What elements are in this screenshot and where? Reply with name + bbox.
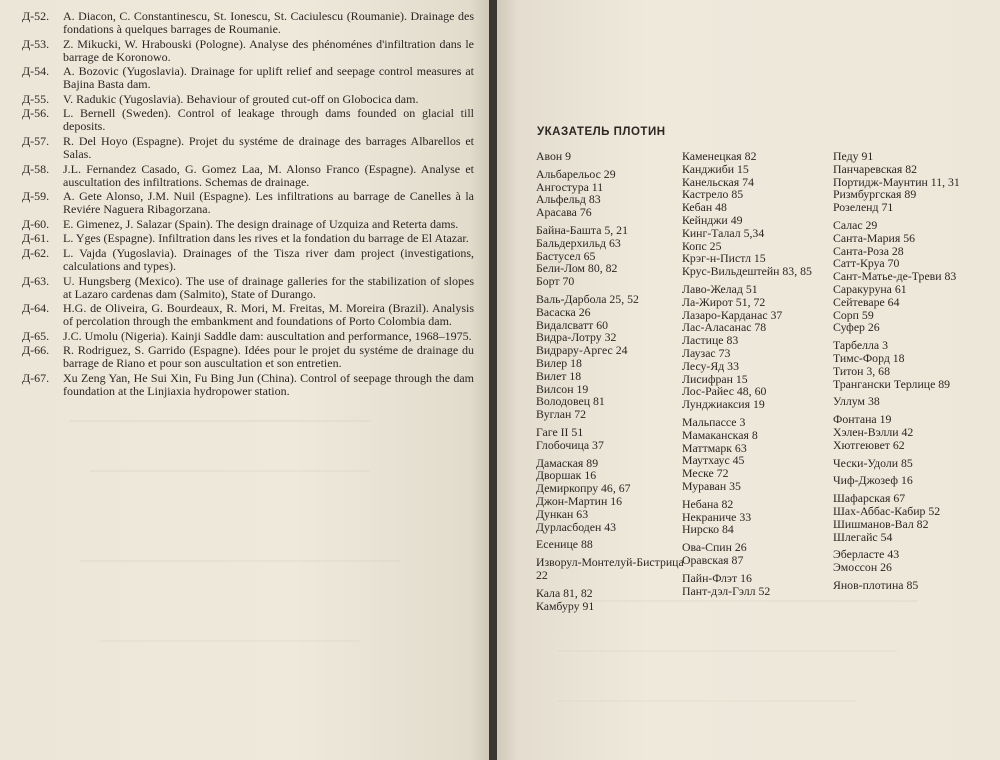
reference-number: Д-54. [22, 64, 50, 79]
index-entry: Лаузас 73 [682, 345, 731, 360]
index-entry: Хэлен-Вэлли 42 [833, 424, 914, 439]
index-entry: Пант-дэл-Гэлл 52 [682, 583, 771, 598]
reference-entry [22, 302, 474, 328]
index-entry: Лесу-Яд 33 [682, 358, 739, 373]
index-entry: Дурласбоден 43 [536, 519, 617, 534]
index-column-1 [536, 150, 686, 612]
index-entry: Пайн-Флэт 16 [682, 570, 752, 585]
reference-text: H.G. de Oliveira, G. Bourdeaux, R. Mori, M. Freitas, M. Moreira (Brazil). Analysis of percolation through the embankment and foundations of Porto Colombia dam. [63, 301, 474, 329]
index-entry: Эмоссон 26 [833, 560, 892, 575]
index-entry: Маттмарк 63 [682, 440, 747, 455]
reference-number: Д-63. [22, 273, 50, 288]
reference-text: Xu Zeng Yan, He Sui Xin, Fu Bing Jun (China). Control of seepage through the dam foundation at the Linjiaxia hydropower station. [63, 370, 474, 398]
index-entry: Кинг-Талал 5,34 [682, 225, 765, 240]
reference-entry [22, 275, 474, 301]
index-entry: Сатт-Круа 70 [833, 256, 900, 271]
index-entry: Бастусел 65 [536, 248, 596, 263]
index-entry: Камбуру 91 [536, 598, 595, 613]
index-entry: Лос-Райес 48, 60 [682, 384, 767, 399]
bleed-through-mark [557, 600, 917, 602]
index-entry: Канджиби 15 [682, 161, 749, 176]
index-entry: Арасава 76 [536, 205, 592, 220]
reference-entry [22, 163, 474, 189]
reference-number: Д-60. [22, 216, 50, 231]
reference-text: A. Gete Alonso, J.M. Nuil (Espagne). Les infiltrations au barrage de Canelles à la Reviére Naguera Ribagorzana. [63, 189, 474, 217]
bleed-through-mark [80, 560, 400, 562]
reference-number: Д-55. [22, 91, 50, 106]
index-entry: Шафарская 67 [833, 491, 906, 506]
reference-text: L. Bernell (Sweden). Control of leakage through dams founded on glacial till deposits. [63, 106, 474, 134]
index-entry: Небана 82 [682, 496, 734, 511]
reference-entry [22, 330, 474, 343]
reference-number: Д-66. [22, 343, 50, 358]
index-entry: Чиф-Джозеф 16 [833, 473, 913, 488]
index-entry: Володовец 81 [536, 394, 605, 409]
reference-entry [22, 107, 474, 133]
index-entry: Кастрело 85 [682, 187, 744, 202]
index-entry: Мураван 35 [682, 478, 741, 493]
reference-text: A. Diacon, C. Constantinescu, St. Ionescu, St. Caciulescu (Roumanie). Drainage des fondations à quelques barrages de Roumanie. [63, 9, 474, 36]
reference-entry [22, 38, 474, 64]
reference-number: Д-58. [22, 161, 50, 176]
index-entry: Хютгеювет 62 [833, 437, 905, 452]
index-column-3 [833, 150, 998, 592]
references-list [22, 10, 474, 400]
reference-number: Д-59. [22, 189, 50, 204]
reference-text: A. Bozovic (Yugoslavia). Drainage for uplift relief and seepage control measures at Bajina Basta dam. [63, 64, 474, 92]
index-entry: Дамаская 89 [536, 455, 599, 470]
index-entry: Джон-Мартин 16 [536, 493, 623, 508]
index-entry: Кебан 48 [682, 200, 727, 215]
index-entry: Суфер 26 [833, 320, 880, 335]
reference-entry [22, 65, 474, 91]
index-entry: Альбарельос 29 [536, 166, 616, 181]
index-entry: Санта-Роза 28 [833, 243, 904, 258]
index-title: УКАЗАТЕЛЬ ПЛОТИН [537, 126, 666, 138]
index-entry: Санта-Мария 56 [833, 230, 915, 245]
index-entry: Тимс-Форд 18 [833, 350, 905, 365]
index-entry: Янов-плотина 85 [833, 577, 919, 592]
reference-text: V. Radukic (Yugoslavia). Behaviour of grouted cut-off on Globocica dam. [63, 91, 419, 106]
index-entry: Бальдерхильд 63 [536, 235, 621, 250]
index-entry: Ангостура 11 [536, 179, 604, 194]
index-entry: Бели-Лом 80, 82 [536, 261, 618, 276]
bleed-through-mark [70, 420, 370, 422]
index-entry: Дункан 63 [536, 506, 589, 521]
index-entry: Нирско 84 [682, 522, 734, 537]
index-entry: Видрару-Аргес 24 [536, 343, 628, 358]
index-entry: Шишманов-Вал 82 [833, 516, 929, 531]
index-entry: Альфельд 83 [536, 192, 601, 207]
index-entry: Титон 3, 68 [833, 363, 890, 378]
index-entry: Ризмбургская 89 [833, 187, 917, 202]
index-entry: Демиркопру 46, 67 [536, 481, 631, 496]
index-entry: Копс 25 [682, 238, 722, 253]
reference-number: Д-67. [22, 370, 50, 385]
reference-entry [22, 135, 474, 161]
index-entry: Саракуруна 61 [833, 281, 907, 296]
index-entry: Сейтеваре 64 [833, 294, 900, 309]
reference-number: Д-57. [22, 133, 50, 148]
index-entry: Гаге II 51 [536, 424, 584, 439]
index-entry: Мамаканская 8 [682, 427, 758, 442]
index-entry: Оравская 87 [682, 552, 744, 567]
index-column-2 [682, 150, 832, 597]
index-entry: Салас 29 [833, 217, 878, 232]
index-entry: Панчаревская 82 [833, 161, 918, 176]
index-entry: Шах-Аббас-Кабир 52 [833, 503, 941, 518]
reference-entry [22, 218, 474, 231]
reference-entry [22, 372, 474, 398]
reference-number: Д-56. [22, 106, 50, 121]
index-entry: Кала 81, 82 [536, 585, 593, 600]
index-entry: Вуглан 72 [536, 407, 587, 422]
bleed-through-mark [557, 700, 857, 702]
index-entry: Педу 91 [833, 149, 874, 163]
index-entry: Есенице 88 [536, 537, 593, 552]
index-entry: Розеленд 71 [833, 200, 894, 215]
reference-entry [22, 190, 474, 216]
reference-text: Z. Mikucki, W. Hrabouski (Pologne). Analyse des phénoménes d'infiltration dans le barrage de Koronowo. [63, 36, 474, 64]
reference-entry [22, 93, 474, 106]
bleed-through-mark [100, 640, 360, 642]
reference-number: Д-53. [22, 36, 50, 51]
reference-number: Д-64. [22, 301, 50, 316]
reference-entry [22, 10, 474, 36]
index-entry: Видра-Лотру 32 [536, 330, 617, 345]
reference-text: L. Vajda (Yugoslavia). Drainages of the Tisza river dam project (investigations, calculations and types). [63, 245, 474, 273]
reference-text: L. Yges (Espagne). Infiltration dans les rives et la fondation du barrage de El Atazar. [63, 231, 469, 246]
index-entry: Каменецкая 82 [682, 149, 757, 163]
index-entry: Байна-Башта 5, 21 [536, 222, 628, 237]
index-entry: Шлегайс 54 [833, 529, 893, 544]
index-entry: Кейнджи 49 [682, 212, 743, 227]
index-entry: Эберласте 43 [833, 547, 900, 562]
index-entry: Вилсон 19 [536, 381, 589, 396]
index-entry: Тарбелла 3 [833, 338, 888, 353]
index-entry: Вилер 18 [536, 355, 582, 370]
index-entry: Лисифран 15 [682, 371, 748, 386]
index-entry: Дворшак 16 [536, 468, 597, 483]
index-entry: Валь-Дарбола 25, 52 [536, 291, 639, 306]
reference-number: Д-61. [22, 231, 50, 246]
index-entry: Авон 9 [536, 149, 572, 163]
reference-entry [22, 247, 474, 273]
index-entry: Маутхаус 45 [682, 453, 745, 468]
index-entry: Крэг-н-Пистл 15 [682, 251, 766, 266]
bleed-through-mark [90, 470, 370, 472]
index-entry: Сант-Матье-де-Треви 83 [833, 269, 957, 284]
reference-text: J.C. Umolu (Nigeria). Kainji Saddle dam: auscultation and performance, 1968–1975. [63, 328, 472, 343]
index-entry: Некраниче 33 [682, 509, 752, 524]
index-entry: Лас-Аласанас 78 [682, 320, 767, 335]
left-page [0, 0, 489, 760]
right-page [497, 0, 1000, 760]
index-entry: Фонтана 19 [833, 412, 892, 427]
reference-number: Д-65. [22, 328, 50, 343]
reference-text: R. Del Hoyo (Espagne). Projet du systéme de drainage des barrages Albarellos et Salas. [63, 133, 474, 161]
index-entry: Лунджиаксия 19 [682, 397, 765, 412]
index-entry: Крус-Вильдештейн 83, 85 [682, 264, 812, 279]
index-entry: Изворул-Монтелуй-Бистрица 22 [536, 555, 684, 582]
reference-entry [22, 344, 474, 370]
index-entry: Глобочица 37 [536, 437, 604, 452]
index-entry: Чески-Удоли 85 [833, 455, 913, 470]
reference-number: Д-52. [22, 9, 50, 23]
index-entry: Видалсватт 60 [536, 317, 609, 332]
index-entry: Лазаро-Карданас 37 [682, 307, 783, 322]
index-entry: Канельская 74 [682, 174, 754, 189]
book-gutter [489, 0, 497, 760]
index-entry: Ластице 83 [682, 333, 739, 348]
index-entry: Ова-Спин 26 [682, 540, 747, 555]
reference-number: Д-62. [22, 245, 50, 260]
index-entry: Портидж-Маунтин 11, 31 [833, 174, 960, 189]
reference-text: E. Gimenez, J. Salazar (Spain). The design drainage of Uzquiza and Reterta dams. [63, 216, 459, 231]
index-entry: Сорп 59 [833, 307, 874, 322]
reference-text: R. Rodriguez, S. Garrido (Espagne). Idées pour le projet du systéme de drainage du barrage de Riano et pour son auscultation et son entretien. [63, 343, 474, 371]
index-entry: Ла-Жирот 51, 72 [682, 294, 766, 309]
reference-text: J.L. Fernandez Casado, G. Gomez Laa, M. Alonso Franco (Espagne). Analyse et auscultation des infiltrations. Schemas de drainage. [63, 161, 474, 189]
index-entry: Лаво-Желад 51 [682, 281, 758, 296]
index-entry: Мальпассе 3 [682, 414, 746, 429]
index-entry: Вилет 18 [536, 368, 582, 383]
index-entry: Уллум 38 [833, 394, 880, 409]
bleed-through-mark [557, 650, 897, 652]
index-entry: Меске 72 [682, 466, 729, 481]
reference-entry [22, 232, 474, 245]
index-entry: Васаска 26 [536, 304, 591, 319]
index-entry: Борт 70 [536, 274, 575, 289]
index-entry: Трангански Терлице 89 [833, 376, 951, 391]
reference-text: U. Hungsberg (Mexico). The use of drainage galleries for the stabilization of slopes at Lazaro cardenas dam (Salmito), State of Durango. [63, 273, 474, 301]
